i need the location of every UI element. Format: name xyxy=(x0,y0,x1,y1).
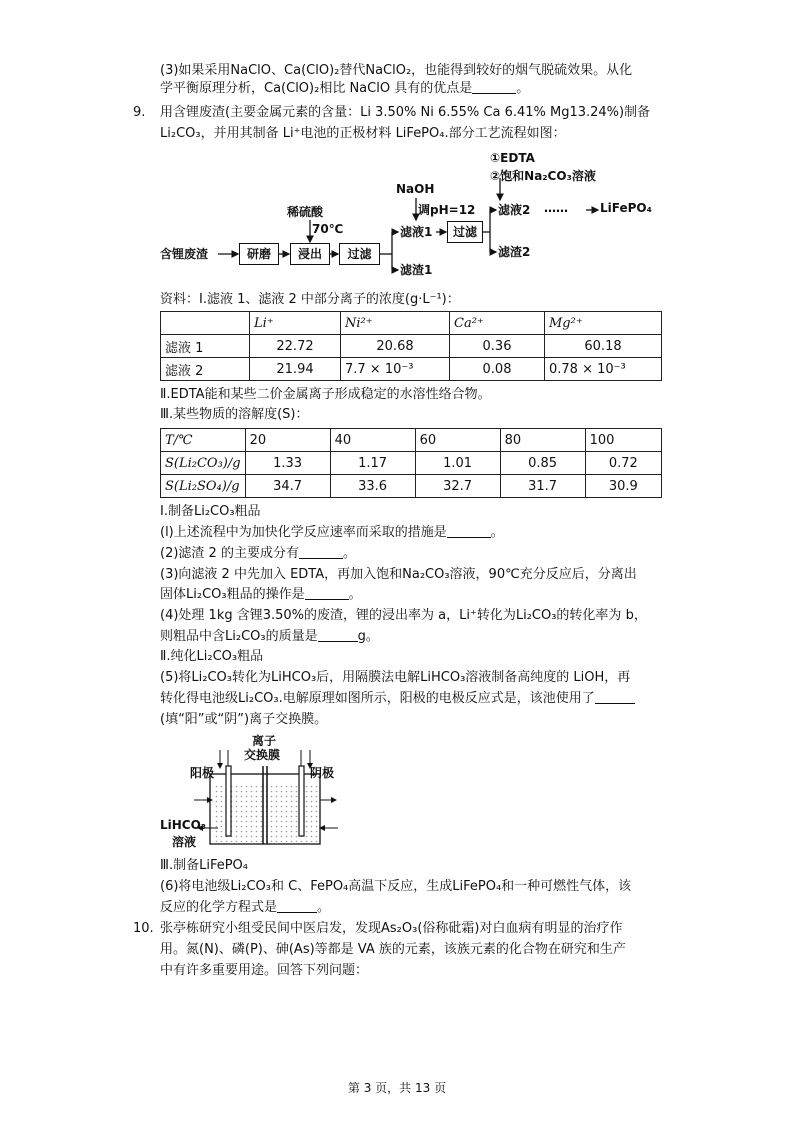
cell-membrane-label2: 交换膜 xyxy=(244,748,281,762)
answer-blank[interactable] xyxy=(447,537,491,538)
table-cell: S(Li₂SO₄)/g xyxy=(161,475,246,498)
table-cell: 20.68 xyxy=(341,335,450,358)
answer-blank[interactable] xyxy=(277,912,317,913)
flow-leach-box: 浸出 xyxy=(290,243,330,265)
table-cell: 滤液 2 xyxy=(161,358,250,381)
flow-residue2: 滤渣2 xyxy=(498,245,531,259)
q8-3-line2-end: 。 xyxy=(516,81,530,96)
q10-line3: 中有许多重要用途。回答下列问题： xyxy=(160,963,369,978)
table-header-cell: 100 xyxy=(585,429,661,452)
table-cell: 滤液 1 xyxy=(161,335,250,358)
table-cell: 31.7 xyxy=(500,475,585,498)
q9-intro2: Li₂CO₃，并用其制备 Li⁺电池的正极材料 LiFePO₄.部分工艺流程如图： xyxy=(160,126,566,141)
flow-filter1-box: 过滤 xyxy=(339,243,380,265)
cell-cathode-label: 阴极 xyxy=(310,766,335,780)
end-mark: 。 xyxy=(317,900,331,915)
answer-blank[interactable] xyxy=(595,703,635,704)
cell-membrane-label1: 离子 xyxy=(252,734,277,748)
electrolysis-cell-diagram xyxy=(160,734,350,850)
q9-note2: Ⅱ.EDTA能和某些二价金属离子形成稳定的水溶性络合物。 xyxy=(160,387,491,402)
q9-part4b-unit: g。 xyxy=(357,629,379,644)
page-footer: 第 3 页，共 13 页 xyxy=(347,1081,447,1095)
table-cell: 0.36 xyxy=(450,335,545,358)
cell-anode-label: 阳极 xyxy=(190,766,215,780)
table-cell: 0.08 xyxy=(450,358,545,381)
q9-part6a: (6)将电池级Li₂CO₃和 C、FePO₄高温下反应，生成LiFePO₄和一种可燃性气体，该 xyxy=(160,879,632,894)
flow-naoh: NaOH xyxy=(396,182,435,196)
table-row xyxy=(161,335,662,358)
table-cell: 0.72 xyxy=(585,452,661,475)
q9-intro1: 用含锂废渣(主要金属元素的含量：Li 3.50% Ni 6.55% Ca 6.41% Mg13.24%)制备 xyxy=(160,105,651,120)
table-header-cell: 40 xyxy=(330,429,415,452)
q8-3-line1: (3)如果采用NaClO、Ca(ClO)₂替代NaClO₂，也能得到较好的烟气脱硫效果。从化 xyxy=(160,63,633,78)
q9-part3a: (3)向滤液 2 中先加入 EDTA，再加入饱和Na₂CO₃溶液，90℃充分反应后，分离出 xyxy=(160,567,637,582)
table-header-cell: 80 xyxy=(500,429,585,452)
q9-part5c: (填“阳”或“阴”)离子交换膜。 xyxy=(160,712,328,727)
table-header-cell xyxy=(161,312,250,335)
flow-filter2-box: 过滤 xyxy=(447,221,483,243)
table-cell: 1.33 xyxy=(245,452,330,475)
q9-number: 9. xyxy=(133,105,146,120)
table-cell: 32.7 xyxy=(415,475,500,498)
end-mark: 。 xyxy=(348,587,362,602)
flow-na2co3: ②饱和Na₂CO₃溶液 xyxy=(490,169,596,183)
q9-part6b-text: 反应的化学方程式是 xyxy=(160,900,278,915)
q9-part6b xyxy=(160,899,330,917)
flow-ph: 调pH=12 xyxy=(418,203,476,217)
table-cell: 60.18 xyxy=(545,335,662,358)
table-cell: 22.72 xyxy=(250,335,341,358)
answer-blank[interactable] xyxy=(305,599,349,600)
q9-note3: Ⅲ.某些物质的溶解度(S)： xyxy=(160,407,309,422)
q9-part4b xyxy=(160,628,379,646)
q9-part2 xyxy=(160,545,356,563)
section-3-heading: Ⅲ.制备LiFePO₄ xyxy=(160,858,248,873)
q9-part4a: (4)处理 1kg 含锂3.50%的废渣，锂的浸出率为 a，Li⁺转化为Li₂CO₃的转化率为 b， xyxy=(160,608,647,623)
q8-3-line2-text: 学平衡原理分析，Ca(ClO)₂相比 NaClO 具有的优点是 xyxy=(160,81,473,96)
process-flowchart xyxy=(160,148,680,288)
flow-residue1: 滤渣1 xyxy=(400,263,433,277)
q9-part3b-text: 固体Li₂CO₃粗品的操作是 xyxy=(160,587,305,602)
table-header-cell: Mg²⁺ xyxy=(545,312,662,335)
flow-temp: 70℃ xyxy=(312,222,344,236)
table-row xyxy=(161,312,662,335)
table-cell: 0.85 xyxy=(500,452,585,475)
table-cell: 7.7 × 10⁻³ xyxy=(341,358,450,381)
end-mark: 。 xyxy=(342,546,356,561)
end-mark: 。 xyxy=(490,525,504,540)
section-2-heading: Ⅱ.纯化Li₂CO₃粗品 xyxy=(160,649,264,664)
section-1-heading: Ⅰ.制备Li₂CO₃粗品 xyxy=(160,504,261,519)
flow-start: 含锂废渣 xyxy=(160,247,209,261)
table-row xyxy=(161,429,662,452)
q8-3-line2 xyxy=(160,80,529,98)
cell-solution-label2: 溶液 xyxy=(172,835,197,849)
q9-data-intro: 资料：Ⅰ.滤液 1、滤液 2 中部分离子的浓度(g·L⁻¹)： xyxy=(160,292,460,307)
table-header-cell: Li⁺ xyxy=(250,312,341,335)
table-cell: 34.7 xyxy=(245,475,330,498)
q9-part5b-text: 转化得电池级Li₂CO₃.电解原理如图所示，阳极的电极反应式是，该池使用了 xyxy=(160,691,595,706)
flow-dots: …… xyxy=(544,201,568,215)
table-header-cell: 20 xyxy=(245,429,330,452)
q9-part1 xyxy=(160,524,504,542)
q9-part1-text: (l)上述流程中为加快化学反应速率而采取的措施是 xyxy=(160,525,447,540)
table-header-cell: Ca²⁺ xyxy=(450,312,545,335)
q10-line2: 用。氮(N)、磷(P)、砷(As)等都是 VA 族的元素，该族元素的化合物在研究和生产 xyxy=(160,942,626,957)
flow-edta: ①EDTA xyxy=(490,151,535,165)
table-cell: 1.17 xyxy=(330,452,415,475)
table-cell: S(Li₂CO₃)/g xyxy=(161,452,246,475)
q9-part5b xyxy=(160,690,635,708)
table-row xyxy=(161,475,662,498)
q9-part5a: (5)将Li₂CO₃转化为LiHCO₃后，用隔膜法电解LiHCO₃溶液制备高纯度的 LiOH，再 xyxy=(160,670,631,685)
table-row xyxy=(161,452,662,475)
table-header-cell: Ni²⁺ xyxy=(341,312,450,335)
answer-blank[interactable] xyxy=(318,641,358,642)
table-header-cell: 60 xyxy=(415,429,500,452)
flow-filtrate2: 滤液2 xyxy=(498,203,531,217)
flow-grind-box: 研磨 xyxy=(239,243,279,265)
flow-acid: 稀硫酸 xyxy=(287,205,324,219)
solubility-table xyxy=(160,428,662,498)
answer-blank[interactable] xyxy=(472,93,516,94)
table-cell: 1.01 xyxy=(415,452,500,475)
ion-concentration-table xyxy=(160,311,662,381)
q10-line1: 张亭栋研究小组受民间中医启发，发现As₂O₃(俗称砒霜)对白血病有明显的治疗作 xyxy=(160,921,623,936)
flow-filtrate1: 滤液1 xyxy=(400,225,433,239)
q10-number: 10. xyxy=(133,921,154,936)
table-cell: 21.94 xyxy=(250,358,341,381)
flow-product: LiFePO₄ xyxy=(600,201,652,215)
q9-part4b-text: 则粗品中含Li₂CO₃的质量是 xyxy=(160,629,318,644)
q9-part2-text: (2)滤渣 2 的主要成分有 xyxy=(160,546,299,561)
cell-solution-label1: LiHCO₃ xyxy=(160,818,207,832)
table-header-cell: T/℃ xyxy=(161,429,246,452)
q9-part3b xyxy=(160,586,362,604)
answer-blank[interactable] xyxy=(299,558,343,559)
table-cell: 33.6 xyxy=(330,475,415,498)
table-cell: 0.78 × 10⁻³ xyxy=(545,358,662,381)
table-cell: 30.9 xyxy=(585,475,661,498)
table-row xyxy=(161,358,662,381)
